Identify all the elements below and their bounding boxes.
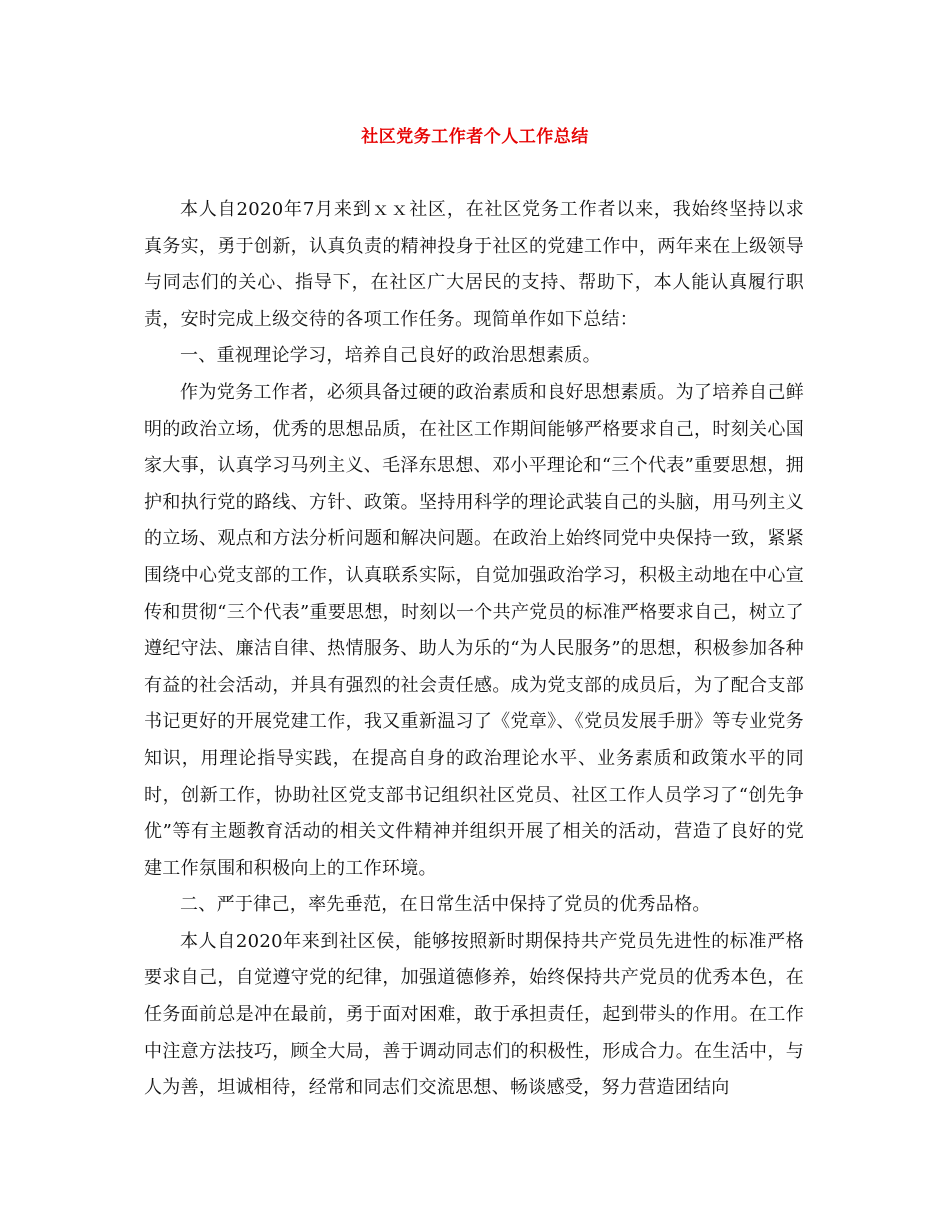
document-body: [144, 192, 804, 1107]
paragraph-intro: 本人自2020年7月来到ｘｘ社区，在社区党务工作者以来，我始终坚持以求真务实，勇于创新，认真负责的精神投身于社区的党建工作中，两年来在上级领导与同志们的关心、指导下，在社区广大居民的支持、帮助下，本人能认真履行职责，安时完成上级交待的各项工作任务。现简单作如下总结：: [144, 199, 804, 330]
section-heading-1: 一、重视理论学习，培养自己良好的政治思想素质。: [180, 345, 601, 367]
paragraph-section-2: 本人自2020年来到社区侯，能够按照新时期保持共产党员先进性的标准严格要求自己，自觉遵守党的纪律，加强道德修养，始终保持共产党员的优秀本色，在任务面前总是冲在最前，勇于面对困难，敢于承担责任，起到带头的作用。在工作中注意方法技巧，顾全大局，善于调动同志们的积极性，形成合力。在生活中，与人为善，坦诚相待，经常和同志们交流思想、畅谈感受，努力营造团结向: [144, 930, 804, 1099]
document-title: 社区党务工作者个人工作总结: [361, 127, 589, 147]
section-heading-2: 二、严于律己，率先垂范，在日常生活中保持了党员的优秀品格。: [180, 894, 711, 916]
paragraph-section-1: 作为党务工作者，必须具备过硬的政治素质和良好思想素质。为了培养自己鲜明的政治立场，优秀的思想品质，在社区工作期间能够严格要求自己，时刻关心国家大事，认真学习马列主义、毛泽东思想、邓小平理论和“三个代表”重要思想，拥护和执行党的路线、方针、政策。坚持用科学的理论武装自己的头脑，用马列主义的立场、观点和方法分析问题和解决问题。在政治上始终同党中央保持一致，紧紧围绕中心党支部的工作，认真联系实际，自觉加强政治学习，积极主动地在中心宣传和贯彻“三个代表”重要思想，时刻以一个共产党员的标准严格要求自己，树立了遵纪守法、廉洁自律、热情服务、助人为乐的“为人民服务”的思想，积极参加各种有益的社会活动，并具有强烈的社会责任感。成为党支部的成员后，为了配合支部书记更好的开展党建工作，我又重新温习了《党章》、《党员发展手册》等专业党务知识，用理论指导实践，在提高自身的政治理论水平、业务素质和政策水平的同时，创新工作，协助社区党支部书记组织社区党员、社区工作人员学习了“创先争优”等有主题教育活动的相关文件精神并组织开展了相关的活动，营造了良好的党建工作氛围和积极向上的工作环境。: [144, 381, 804, 879]
